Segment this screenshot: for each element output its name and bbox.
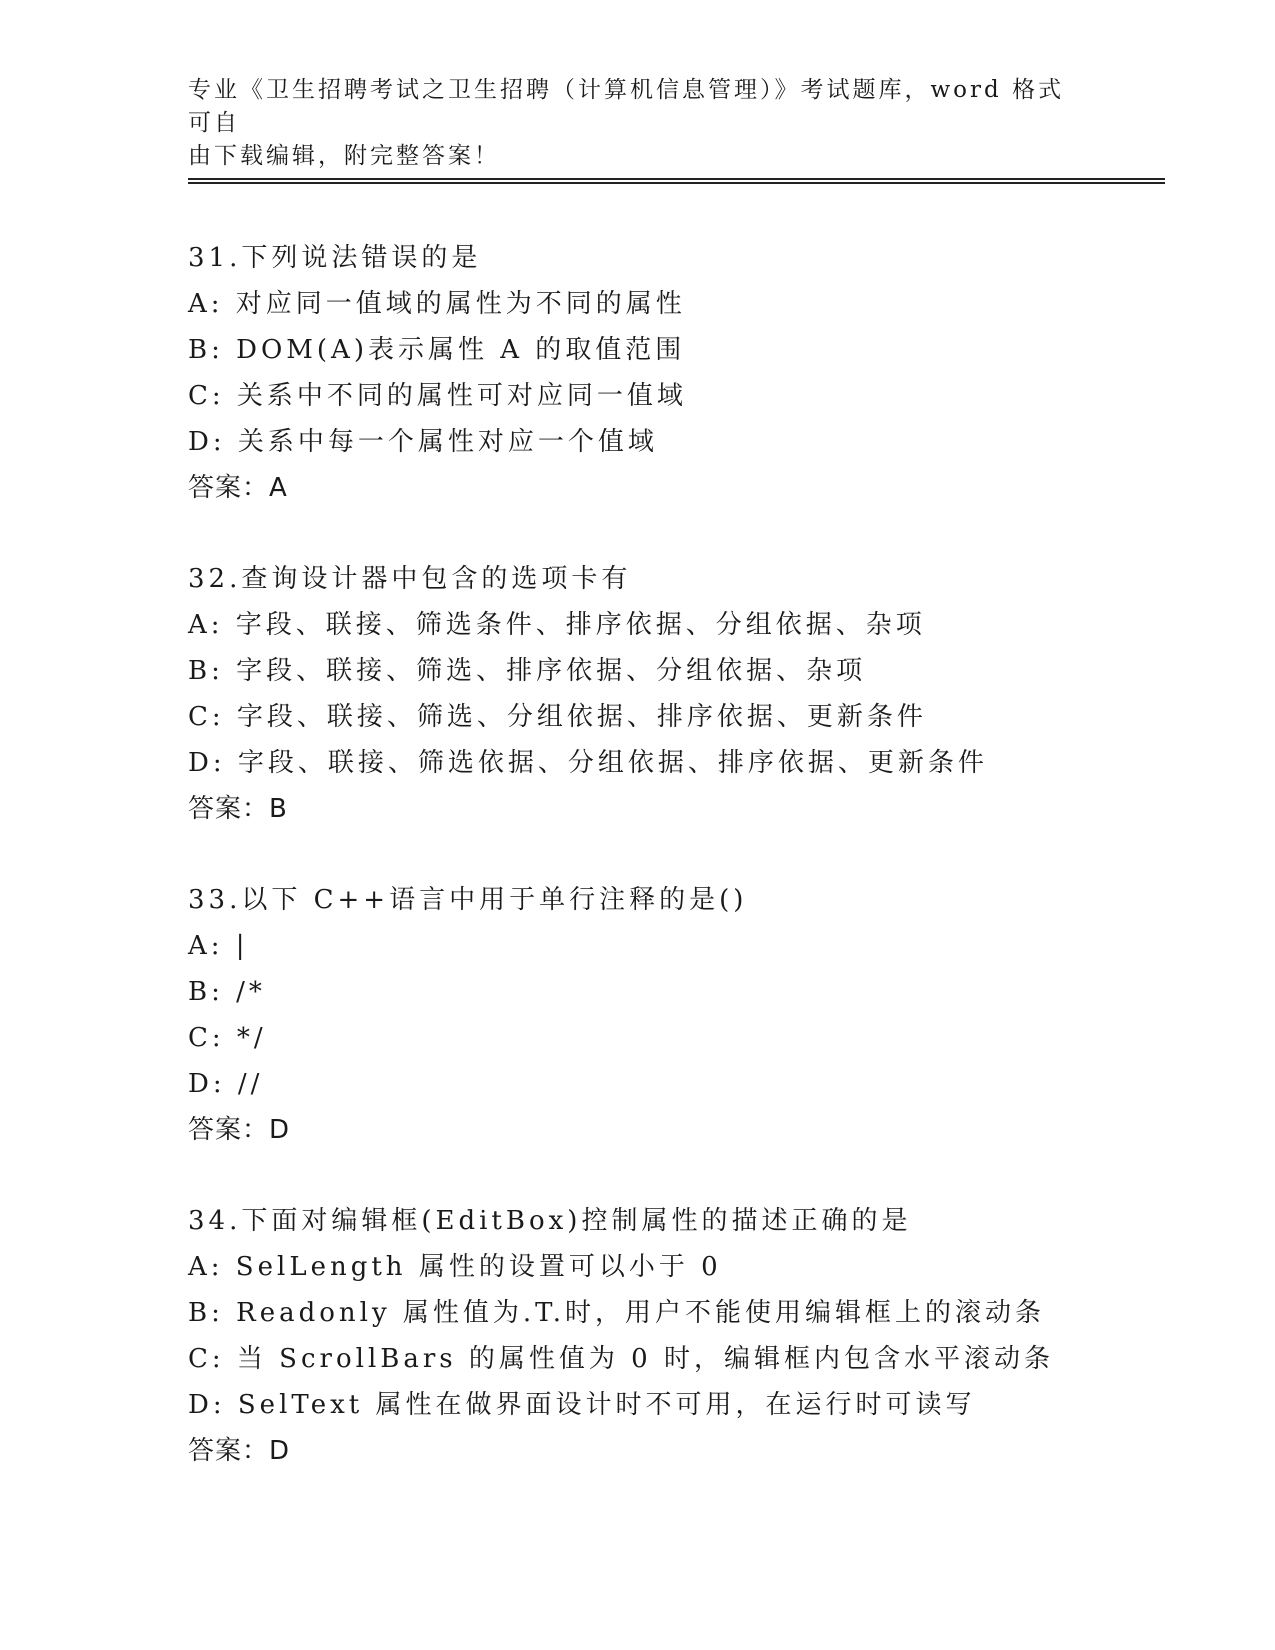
question-stem: 32.查询设计器中包含的选项卡有 bbox=[188, 564, 632, 594]
question-34 bbox=[188, 1198, 1188, 1474]
option-b: B: /* bbox=[188, 977, 266, 1007]
header-line-2: 由下载编辑，附完整答案！ bbox=[188, 143, 500, 169]
option-d: D: // bbox=[188, 1069, 264, 1099]
question-stem: 31.下列说法错误的是 bbox=[188, 243, 482, 273]
answer-label: 答案：A bbox=[188, 473, 288, 503]
header-line-1: 专业《卫生招聘考试之卫生招聘（计算机信息管理）》考试题库，word 格式可自 bbox=[188, 77, 1065, 136]
question-32 bbox=[188, 556, 1188, 832]
option-d: D: 字段、联接、筛选依据、分组依据、排序依据、更新条件 bbox=[188, 748, 988, 778]
question-stem: 33.以下 C++语言中用于单行注释的是() bbox=[188, 885, 748, 915]
question-33 bbox=[188, 877, 1188, 1153]
question-stem: 34.下面对编辑框(EditBox)控制属性的描述正确的是 bbox=[188, 1206, 912, 1236]
option-a: A: 字段、联接、筛选条件、排序依据、分组依据、杂项 bbox=[188, 610, 926, 640]
option-a: A: | bbox=[188, 931, 249, 961]
answer-label: 答案：D bbox=[188, 1436, 291, 1466]
option-c: C: 当 ScrollBars 的属性值为 0 时，编辑框内包含水平滚动条 bbox=[188, 1344, 1054, 1374]
header-divider bbox=[188, 178, 1165, 184]
option-c: C: */ bbox=[188, 1023, 267, 1053]
option-b: B: DOM(A)表示属性 A 的取值范围 bbox=[188, 335, 686, 365]
document-header bbox=[188, 74, 1068, 173]
option-a: A: SelLength 属性的设置可以小于 0 bbox=[188, 1252, 722, 1282]
option-a: A: 对应同一值域的属性为不同的属性 bbox=[188, 289, 686, 319]
option-c: C: 字段、联接、筛选、分组依据、排序依据、更新条件 bbox=[188, 702, 927, 732]
option-d: D: 关系中每一个属性对应一个值域 bbox=[188, 427, 658, 457]
option-c: C: 关系中不同的属性可对应同一值域 bbox=[188, 381, 687, 411]
option-b: B: 字段、联接、筛选、排序依据、分组依据、杂项 bbox=[188, 656, 867, 686]
question-31 bbox=[188, 235, 1188, 511]
answer-label: 答案：D bbox=[188, 1115, 291, 1145]
answer-label: 答案：B bbox=[188, 794, 288, 824]
option-d: D: SelText 属性在做界面设计时不可用，在运行时可读写 bbox=[188, 1390, 976, 1420]
option-b: B: Readonly 属性值为.T.时，用户不能使用编辑框上的滚动条 bbox=[188, 1298, 1045, 1328]
